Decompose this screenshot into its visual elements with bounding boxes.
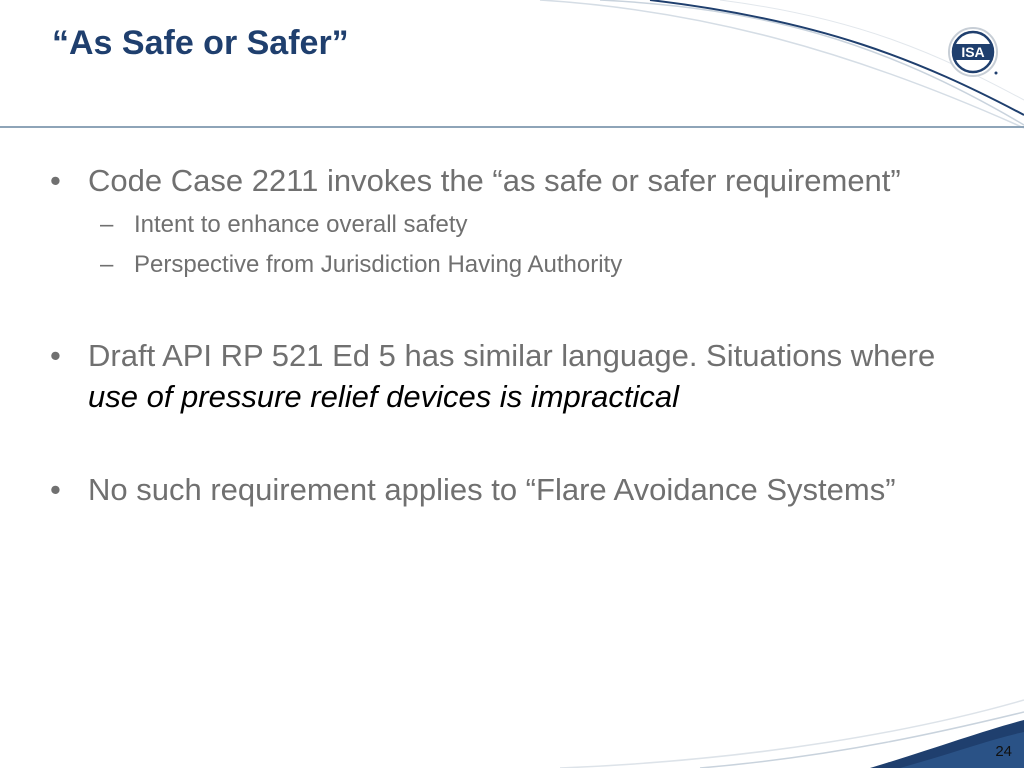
bullet-marker: • <box>50 163 61 198</box>
slide-title: “As Safe or Safer” <box>52 24 349 62</box>
bullet-text: Code Case 2211 invokes the “as safe or safer requirement” <box>88 163 901 198</box>
sub-bullet-text: Perspective from Jurisdiction Having Authority <box>134 251 623 278</box>
slide-content <box>50 160 950 510</box>
bullet-marker: • <box>50 472 61 507</box>
bullet-flare-avoidance <box>50 469 950 510</box>
bullet-draft-api <box>50 335 950 417</box>
isa-logo-text: ISA <box>961 44 985 60</box>
bullet-emphasis-text: use of pressure relief devices is impractical <box>88 379 679 414</box>
page-number: 24 <box>995 743 1012 760</box>
header-swoosh-decoration <box>0 0 1024 130</box>
sub-bullet-perspective <box>50 245 950 285</box>
bullet-text: No such requirement applies to “Flare Avoidance Systems” <box>88 472 896 507</box>
bullet-marker: • <box>50 338 61 373</box>
sub-bullet-text: Intent to enhance overall safety <box>134 211 468 238</box>
bullet-text: Draft API RP 521 Ed 5 has similar language. Situations where <box>88 338 936 373</box>
sub-bullet-marker: – <box>100 251 114 278</box>
header-divider <box>0 126 1024 128</box>
sub-bullet-marker: – <box>100 211 114 238</box>
isa-logo-icon <box>946 26 1000 78</box>
bullet-code-case <box>50 160 950 201</box>
footer-swoosh-decoration <box>0 690 1024 768</box>
sub-bullet-intent <box>50 205 950 245</box>
